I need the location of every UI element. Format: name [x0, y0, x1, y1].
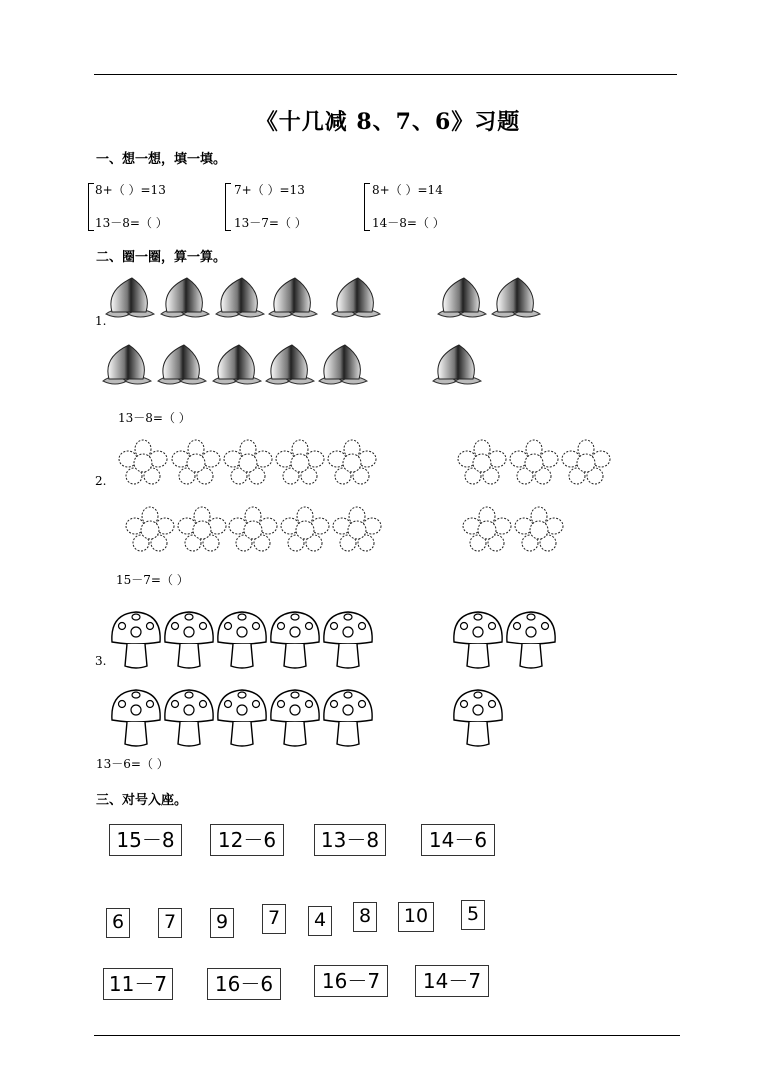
answer-box: 9 [210, 908, 234, 938]
answer-box: 7 [262, 904, 286, 934]
section-1-heading: 一、想一想，填一填。 [96, 152, 227, 167]
answer-box: 8 [353, 902, 377, 932]
answer-box: 6 [106, 908, 130, 938]
answer-box: 5 [461, 900, 485, 930]
problem-2-number: 2. [95, 474, 107, 488]
flower-row-2 [128, 508, 578, 554]
mushroom-row-1 [110, 608, 570, 672]
expression-box: 15－8 [109, 824, 182, 856]
eq-2-top: 7+（ ）=13 [234, 183, 305, 197]
answer-box: 4 [308, 906, 332, 936]
expression-box: 16－6 [207, 968, 281, 1000]
expression-box: 14－7 [415, 965, 489, 997]
eq-1-bottom: 13－8=（ ） [95, 216, 168, 230]
eq-3-top: 8+（ ）=14 [372, 183, 443, 197]
answer-box: 7 [158, 908, 182, 938]
eq-1-top: 8+（ ）=13 [95, 183, 166, 197]
eq-2-bottom: 13－7=（ ） [234, 216, 307, 230]
page-title: 《十几减 8、7、6》习题 [255, 109, 521, 135]
section-2-heading: 二、圈一圈，算一算。 [96, 250, 227, 265]
footer-rule [94, 1035, 680, 1036]
mushroom-row-2 [110, 686, 530, 750]
problem-3-number: 3. [95, 654, 107, 668]
header-rule [94, 74, 677, 75]
brace-3 [364, 183, 370, 231]
problem-1-equation: 13－8=（ ） [118, 411, 191, 425]
expression-box: 11－7 [103, 968, 173, 1000]
answer-box: 10 [398, 902, 434, 932]
expression-box: 12－6 [210, 824, 284, 856]
peach-row-1 [104, 276, 554, 326]
expression-box: 14－6 [421, 824, 495, 856]
eq-3-bottom: 14－8=（ ） [372, 216, 445, 230]
brace-2 [225, 183, 231, 231]
problem-1-number: 1. [95, 314, 107, 328]
expression-box: 16－7 [314, 965, 388, 997]
flower-row-1 [121, 441, 621, 487]
problem-3-equation: 13－6=（ ） [96, 757, 169, 771]
brace-1 [88, 183, 94, 231]
problem-2-equation: 15－7=（ ） [116, 573, 189, 587]
peach-row-2 [101, 343, 551, 393]
expression-box: 13－8 [314, 824, 386, 856]
section-3-heading: 三、对号入座。 [96, 793, 188, 808]
